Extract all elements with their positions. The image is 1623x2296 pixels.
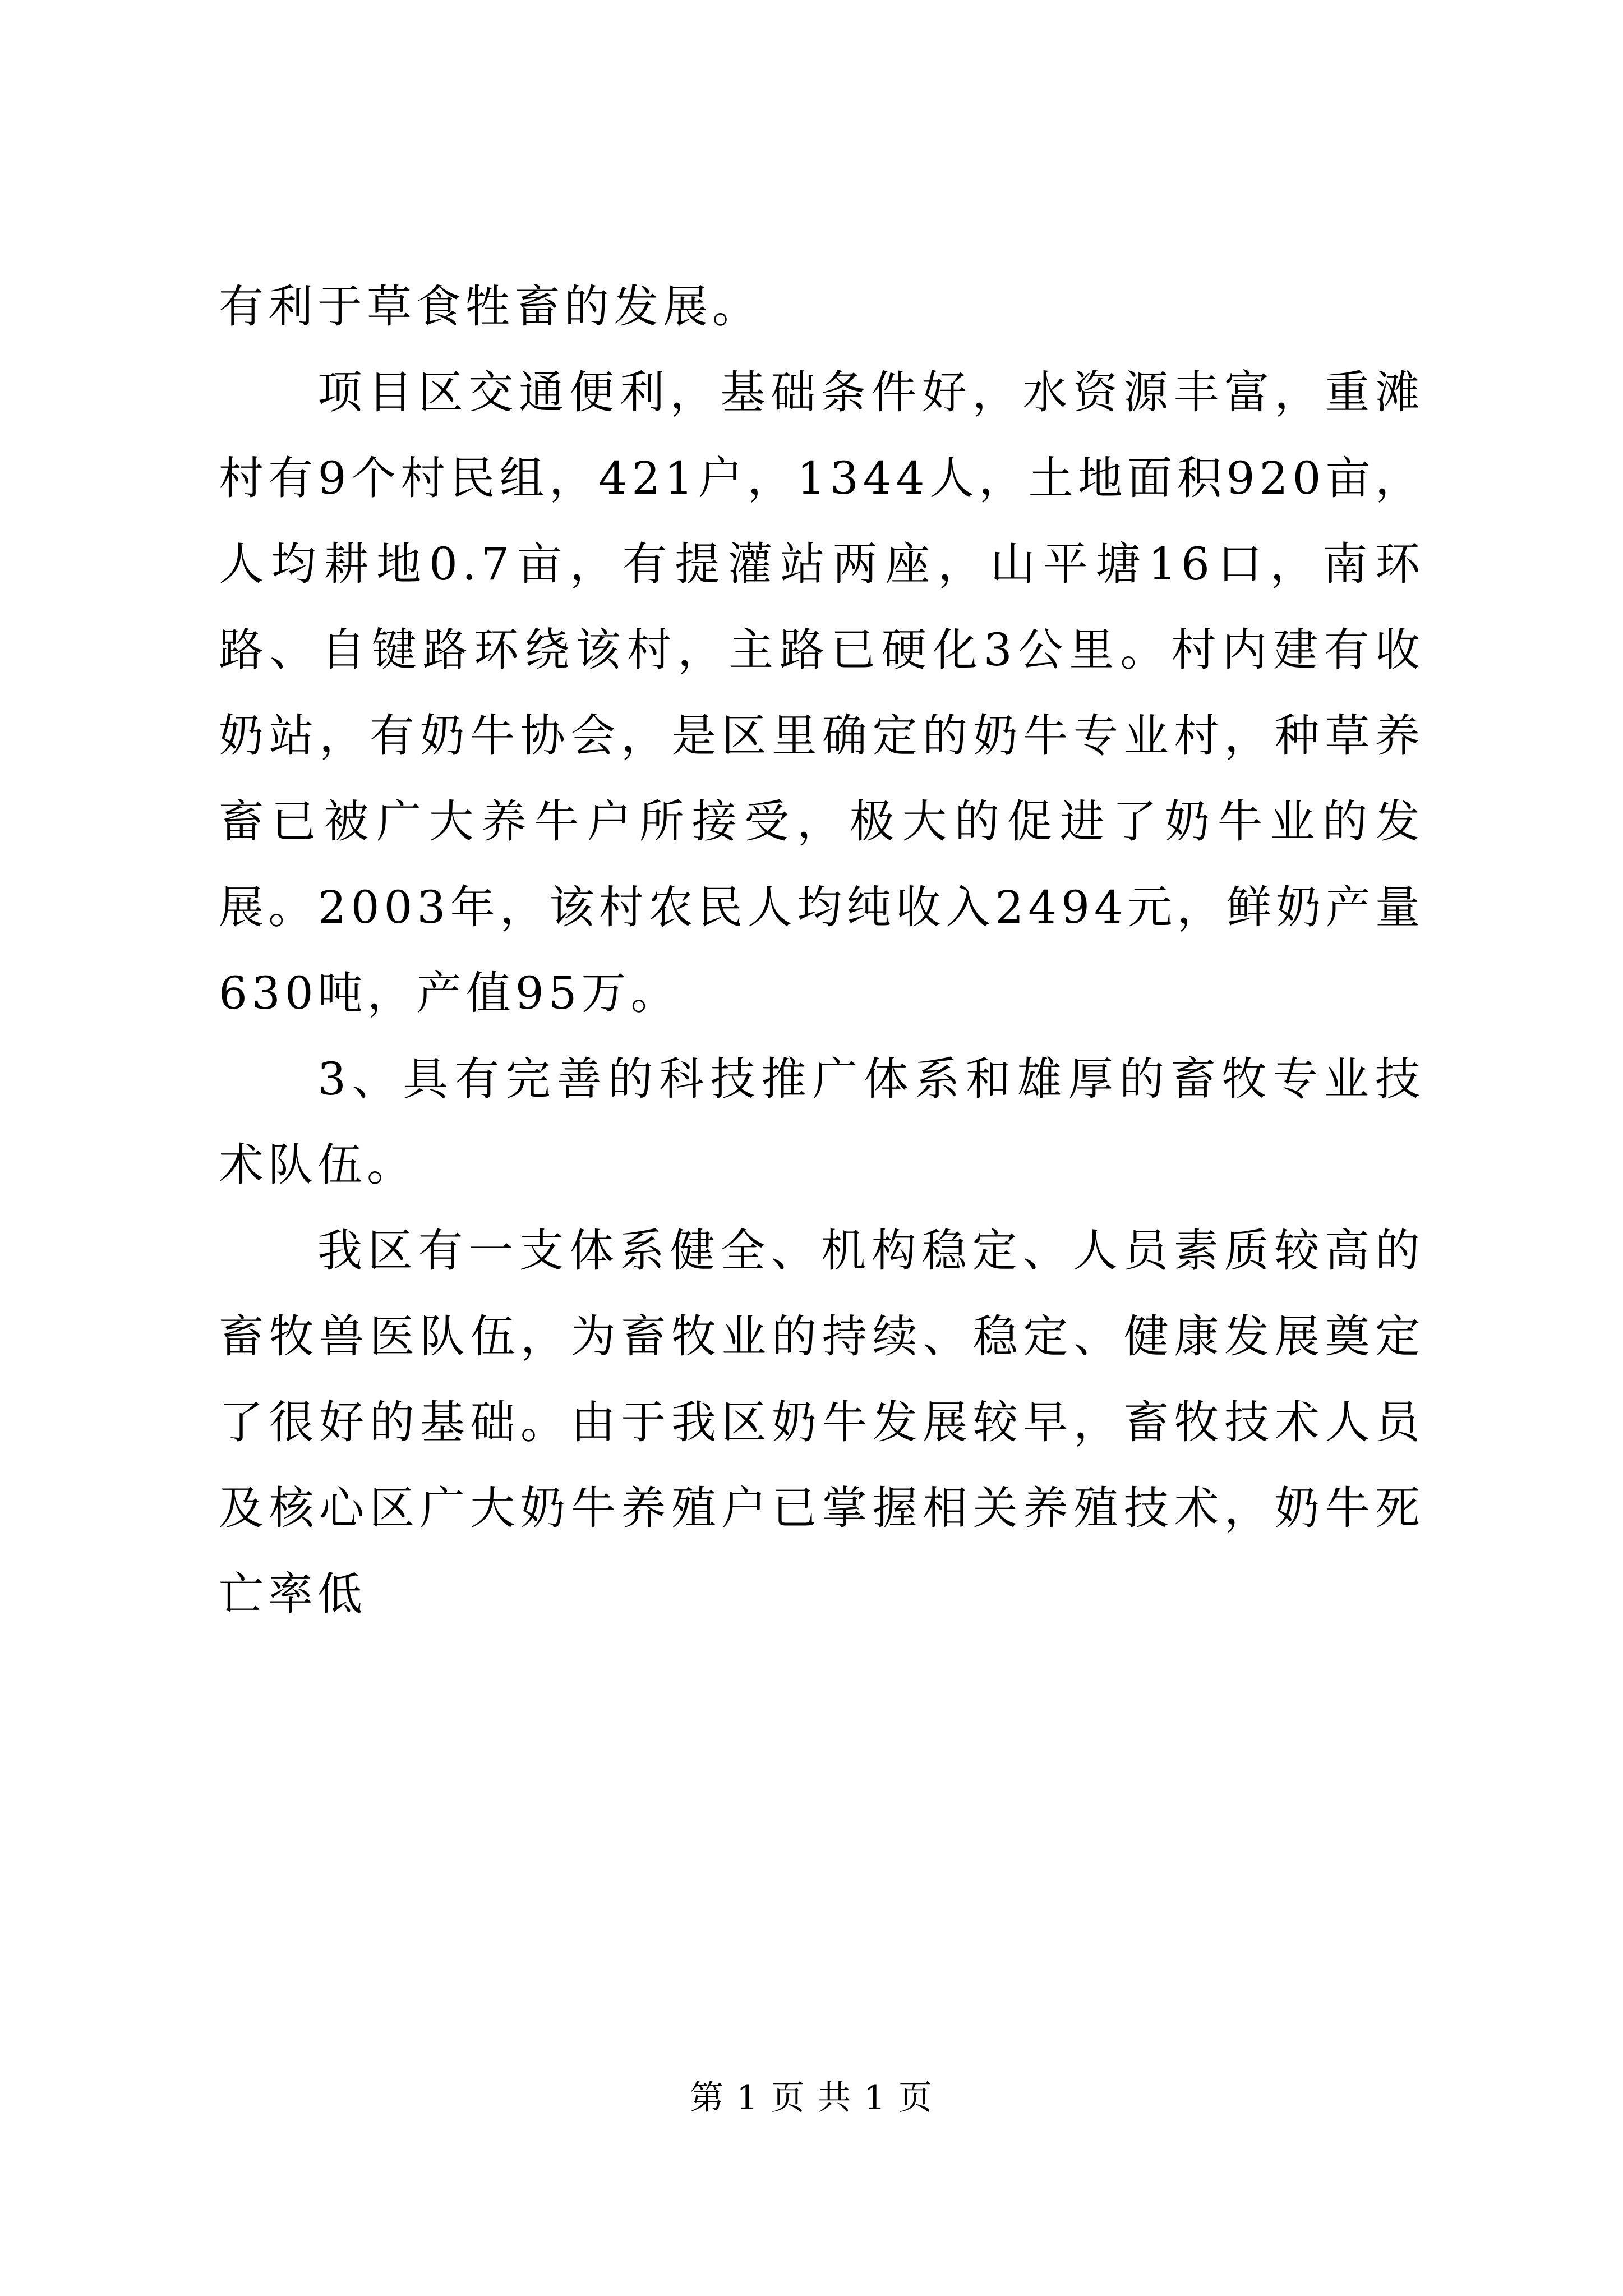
- paragraph-vet-team: 我区有一支体系健全、机构稳定、人员素质较高的畜牧兽医队伍，为畜牧业的持续、稳定、健康发展奠定了很好的基础。由于我区奶牛发展较早，畜牧技术人员及核心区广大奶牛养殖户已掌握相关养殖技术，奶牛死亡率低: [219, 1225, 1424, 1620]
- paragraph-continuation: 有利于草食牲畜的发展。: [219, 280, 762, 333]
- page-footer: 第 1 页 共 1 页: [690, 2078, 933, 2118]
- section-heading-tech-system: 3、具有完善的科技推广体系和雄厚的畜牧专业技术队伍。: [219, 1053, 1424, 1191]
- paragraph-project-area: 项目区交通便利，基础条件好，水资源丰富，重滩村有9个村民组，421户，1344人，土地面积920亩，人均耕地0.7亩，有提灌站两座，山平塘16口，南环路、自键路环绕该村，主路已硬化3公里。村内建有收奶站，有奶牛协会，是区里确定的奶牛专业村，种草养畜已被广大养牛户所接受，极大的促进了奶牛业的发展。2003年，该村农民人均纯收入2494元，鲜奶产量630吨，产值95万。: [219, 366, 1424, 1019]
- document-body: [219, 264, 1424, 1637]
